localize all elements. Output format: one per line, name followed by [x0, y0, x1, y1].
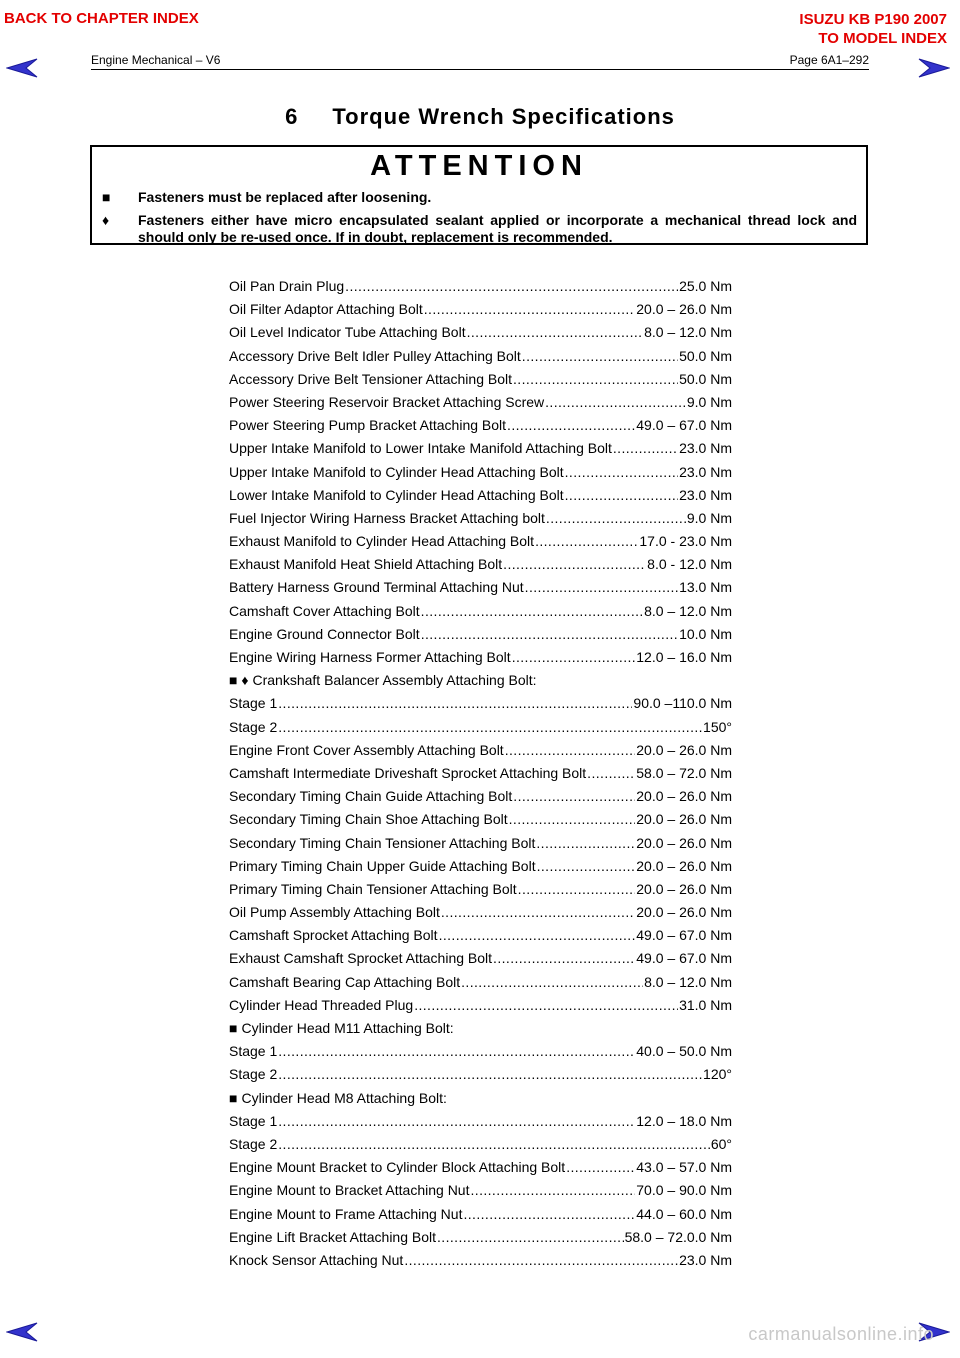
dot-leader: [525, 577, 678, 597]
spec-value: 17.0 - 23.0 Nm: [639, 533, 732, 550]
dot-leader: [509, 809, 636, 829]
spec-label: Engine Mount to Bracket Attaching Nut: [229, 1182, 470, 1199]
spec-label: Secondary Timing Chain Guide Attaching Bolt: [229, 788, 513, 805]
dot-leader: [546, 508, 686, 528]
spec-label: Exhaust Camshaft Sprocket Attaching Bolt: [229, 950, 493, 967]
spec-value: 8.0 – 12.0 Nm: [644, 602, 732, 619]
dot-leader: [613, 438, 678, 458]
spec-value: 40.0 – 50.0 Nm: [636, 1043, 732, 1060]
spec-label: Exhaust Manifold to Cylinder Head Attaching Bolt: [229, 533, 535, 550]
spec-label: Engine Mount to Frame Attaching Nut: [229, 1205, 463, 1222]
spec-row: [229, 948, 732, 971]
spec-row: [229, 786, 732, 809]
replace-fastener-symbol-icon: ■ ♦: [229, 672, 249, 689]
spec-value: 90.0 –110.0 Nm: [633, 695, 732, 712]
spec-value: 20.0 – 26.0 Nm: [636, 741, 732, 758]
spec-row: [229, 531, 732, 554]
spec-row: [229, 1250, 732, 1273]
header-chapter-title: Engine Mechanical – V6: [91, 53, 221, 67]
dot-leader: [278, 1041, 635, 1061]
dot-leader: [522, 346, 678, 366]
spec-group-heading: [229, 670, 732, 693]
dot-leader: [278, 717, 702, 737]
spec-row: [229, 1064, 732, 1087]
spec-row: [229, 809, 732, 832]
spec-label: Camshaft Cover Attaching Bolt: [229, 602, 420, 619]
spec-value: 50.0 Nm: [679, 370, 732, 387]
spec-label: Oil Pan Drain Plug: [229, 278, 345, 294]
spec-row: [229, 856, 732, 879]
spec-row: [229, 554, 732, 577]
spec-group-label: Crankshaft Balancer Assembly Attaching Bolt:: [252, 672, 537, 689]
dot-leader: [505, 740, 636, 760]
spec-row: [229, 346, 732, 369]
spec-label: Stage 2: [229, 1135, 278, 1152]
spec-row: [229, 1180, 732, 1203]
spec-value: 12.0 – 16.0 Nm: [636, 649, 732, 665]
spec-value: 25.0 Nm: [679, 278, 732, 294]
spec-label: Stage 1: [229, 1043, 278, 1060]
dot-leader: [518, 879, 636, 899]
dot-leader: [278, 1111, 635, 1131]
spec-value: 49.0 – 67.0 Nm: [636, 417, 732, 434]
dot-leader: [493, 948, 635, 968]
spec-row: [229, 1227, 732, 1250]
spec-row: [229, 647, 732, 670]
spec-value: 12.0 – 18.0 Nm: [636, 1112, 732, 1129]
spec-value: 120°: [703, 1066, 732, 1083]
diamond-bullet-icon: ♦: [102, 212, 110, 228]
spec-label: Stage 2: [229, 1066, 278, 1083]
spec-label: Exhaust Manifold Heat Shield Attaching Bolt: [229, 556, 503, 573]
dot-leader: [414, 995, 678, 1015]
replace-fastener-symbol-icon: ■: [229, 1020, 238, 1036]
previous-page-arrow-bottom-icon[interactable]: [6, 1322, 38, 1342]
spec-value: 23.0 Nm: [679, 463, 732, 480]
spec-row: [229, 693, 732, 716]
spec-value: 50.0 Nm: [679, 347, 732, 364]
model-index-line2: TO MODEL INDEX: [818, 30, 947, 47]
spec-label: Camshaft Intermediate Driveshaft Sprocket Attaching Bolt: [229, 764, 587, 781]
spec-value: 58.0 – 72.0.0 Nm: [624, 1228, 732, 1245]
dot-leader: [507, 415, 635, 435]
dot-leader: [278, 1064, 702, 1084]
dot-leader: [278, 1134, 710, 1154]
spec-label: Engine Lift Bracket Attaching Bolt: [229, 1228, 437, 1245]
spec-row: [229, 1204, 732, 1227]
spec-row: [229, 1041, 732, 1064]
spec-row: [229, 717, 732, 740]
spec-label: Primary Timing Chain Upper Guide Attaching Bolt: [229, 857, 536, 874]
spec-row: [229, 415, 732, 438]
dot-leader: [513, 786, 635, 806]
spec-value: 20.0 – 26.0 Nm: [636, 880, 732, 897]
square-bullet-icon: ■: [102, 189, 111, 205]
spec-label: Oil Filter Adaptor Attaching Bolt: [229, 301, 423, 318]
dot-leader: [565, 462, 678, 482]
dot-leader: [587, 763, 635, 783]
spec-row: [229, 438, 732, 461]
page-header: [91, 53, 869, 70]
spec-label: Secondary Timing Chain Tensioner Attaching Bolt: [229, 834, 536, 851]
dot-leader: [537, 856, 636, 876]
spec-row: [229, 508, 732, 531]
dot-leader: [424, 299, 636, 319]
spec-row: [229, 392, 732, 415]
dot-leader: [467, 322, 643, 342]
dot-leader: [566, 1157, 635, 1177]
spec-row: [229, 1157, 732, 1180]
dot-leader: [513, 369, 678, 389]
spec-label: Engine Wiring Harness Former Attaching Bolt: [229, 649, 511, 665]
spec-value: 23.0 Nm: [679, 486, 732, 503]
dot-leader: [404, 1250, 678, 1270]
dot-leader: [536, 833, 635, 853]
spec-value: 49.0 – 67.0 Nm: [636, 950, 732, 967]
spec-value: 8.0 – 12.0 Nm: [644, 324, 732, 341]
spec-row: [229, 995, 732, 1018]
replace-fastener-symbol-icon: ■: [229, 1089, 238, 1106]
spec-row: [229, 833, 732, 856]
spec-label: Accessory Drive Belt Tensioner Attaching Bolt: [229, 370, 512, 387]
dot-leader: [461, 972, 643, 992]
attention-item-text: Fasteners must be replaced after loosening.: [138, 189, 432, 205]
dot-leader: [345, 276, 678, 296]
spec-label: Oil Pump Assembly Attaching Bolt: [229, 904, 440, 921]
dot-leader: [565, 485, 678, 505]
spec-label: Upper Intake Manifold to Lower Intake Manifold Attaching Bolt: [229, 440, 612, 457]
spec-group-heading: [229, 1088, 732, 1111]
spec-label: Accessory Drive Belt Idler Pulley Attaching Bolt: [229, 347, 521, 364]
spec-label: Stage 1: [229, 695, 278, 712]
section-number: 6: [285, 104, 299, 129]
spec-row: [229, 925, 732, 948]
spec-row: [229, 1134, 732, 1157]
dot-leader: [503, 554, 646, 574]
dot-leader: [463, 1204, 635, 1224]
spec-value: 10.0 Nm: [679, 625, 732, 642]
dot-leader: [421, 601, 643, 621]
previous-page-arrow-icon[interactable]: [6, 58, 38, 78]
dot-leader: [512, 647, 636, 667]
model-index-line1: ISUZU KB P190 2007: [799, 11, 947, 28]
spec-label: Secondary Timing Chain Shoe Attaching Bolt: [229, 811, 508, 828]
spec-value: 60°: [710, 1135, 732, 1152]
spec-value: 49.0 – 67.0 Nm: [636, 927, 732, 944]
spec-label: Lower Intake Manifold to Cylinder Head Attaching Bolt: [229, 486, 564, 503]
section-title-text: Torque Wrench Specifications: [332, 104, 675, 129]
spec-row: [229, 276, 732, 299]
spec-value: 9.0 Nm: [686, 509, 732, 526]
dot-leader: [421, 624, 678, 644]
spec-label: Engine Ground Connector Bolt: [229, 625, 420, 642]
spec-group-label: Cylinder Head M11 Attaching Bolt:: [241, 1020, 454, 1036]
attention-title: ATTENTION: [370, 150, 588, 182]
spec-label: Power Steering Reservoir Bracket Attaching Screw: [229, 393, 545, 410]
spec-value: 20.0 – 26.0 Nm: [636, 788, 732, 805]
spec-row: [229, 299, 732, 322]
next-page-arrow-icon[interactable]: [918, 58, 950, 78]
spec-row: [229, 577, 732, 600]
spec-group-heading: [229, 1018, 732, 1041]
spec-row: [229, 902, 732, 925]
attention-item: [102, 212, 857, 246]
attention-box: [90, 145, 868, 245]
dot-leader: [439, 925, 636, 945]
spec-group-label: Cylinder Head M8 Attaching Bolt:: [241, 1089, 447, 1106]
spec-value: 150°: [703, 718, 732, 735]
spec-value: 70.0 – 90.0 Nm: [636, 1182, 732, 1199]
spec-row: [229, 972, 732, 995]
watermark: carmanualsonline.info: [748, 1324, 934, 1344]
spec-value: 8.0 – 12.0 Nm: [644, 973, 732, 990]
spec-label: Stage 1: [229, 1112, 278, 1129]
spec-value: 43.0 – 57.0 Nm: [636, 1159, 732, 1176]
dot-leader: [535, 531, 638, 551]
spec-row: [229, 485, 732, 508]
dot-leader: [437, 1227, 624, 1247]
spec-value: 9.0 Nm: [686, 393, 732, 410]
spec-row: [229, 624, 732, 647]
spec-value: 20.0 – 26.0 Nm: [636, 904, 732, 921]
spec-row: [229, 601, 732, 624]
spec-value: 20.0 – 26.0 Nm: [636, 857, 732, 874]
model-index-link[interactable]: [799, 10, 947, 48]
spec-label: Fuel Injector Wiring Harness Bracket Attaching bolt: [229, 509, 545, 526]
spec-row: [229, 1111, 732, 1134]
spec-value: 20.0 – 26.0 Nm: [636, 811, 732, 828]
spec-row: [229, 369, 732, 392]
spec-label: Oil Level Indicator Tube Attaching Bolt: [229, 324, 466, 341]
spec-row: [229, 740, 732, 763]
spec-label: Knock Sensor Attaching Nut: [229, 1251, 404, 1268]
spec-value: 20.0 – 26.0 Nm: [636, 834, 732, 851]
spec-value: 23.0 Nm: [679, 440, 732, 457]
attention-item-text: Fasteners either have micro encapsulated sealant applied or incorporate a mechanical thread lock and should only be re-used once. If in doubt, replacement is recommended.: [138, 212, 857, 245]
spec-label: Engine Mount Bracket to Cylinder Block Attaching Bolt: [229, 1159, 566, 1176]
dot-leader: [441, 902, 635, 922]
spec-row: [229, 322, 732, 345]
spec-value: 13.0 Nm: [679, 579, 732, 596]
spec-label: Upper Intake Manifold to Cylinder Head Attaching Bolt: [229, 463, 564, 480]
torque-spec-list: [229, 276, 732, 1273]
spec-value: 23.0 Nm: [679, 1251, 732, 1268]
dot-leader: [278, 693, 632, 713]
spec-label: Primary Timing Chain Tensioner Attaching Bolt: [229, 880, 517, 897]
spec-label: Cylinder Head Threaded Plug: [229, 996, 414, 1013]
spec-label: Battery Harness Ground Terminal Attaching Nut: [229, 579, 524, 596]
spec-label: Engine Front Cover Assembly Attaching Bolt: [229, 741, 504, 758]
header-page-number: Page 6A1–292: [789, 53, 869, 67]
dot-leader: [470, 1180, 635, 1200]
spec-row: [229, 763, 732, 786]
spec-value: 31.0 Nm: [679, 996, 732, 1013]
spec-label: Stage 2: [229, 718, 278, 735]
spec-value: 20.0 – 26.0 Nm: [636, 301, 732, 318]
spec-value: 58.0 – 72.0 Nm: [636, 764, 732, 781]
spec-value: 8.0 - 12.0 Nm: [647, 556, 732, 573]
spec-label: Power Steering Pump Bracket Attaching Bolt: [229, 417, 507, 434]
section-title: [0, 104, 960, 130]
spec-value: 44.0 – 60.0 Nm: [636, 1205, 732, 1222]
attention-item: [102, 189, 857, 206]
spec-row: [229, 462, 732, 485]
spec-label: Camshaft Sprocket Attaching Bolt: [229, 927, 438, 944]
dot-leader: [545, 392, 686, 412]
spec-label: Camshaft Bearing Cap Attaching Bolt: [229, 973, 461, 990]
back-to-chapter-index-link[interactable]: BACK TO CHAPTER INDEX: [4, 10, 199, 27]
spec-row: [229, 879, 732, 902]
